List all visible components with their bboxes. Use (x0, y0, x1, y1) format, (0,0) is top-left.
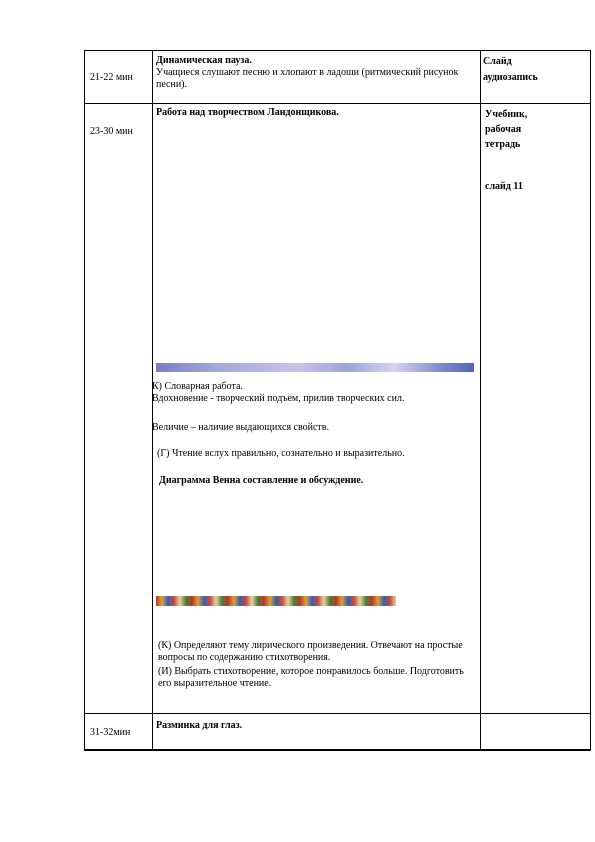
venn-diagram-task: Диаграмма Венна составление и обсуждение. (159, 475, 364, 486)
row2-resource-workbook-2: тетрадь (485, 139, 521, 150)
decorative-image-strip-1 (156, 363, 474, 372)
row2-time: 23-30 мин (90, 126, 133, 137)
row1-resource-audio: аудиозапись (483, 72, 538, 83)
table-top-border (84, 50, 591, 51)
column-divider-2 (480, 50, 481, 751)
task-choose-poem: (И) Выбрать стихотворение, которое понравилось больше. Подготовить его выразительное чтение. (158, 666, 464, 689)
task-define-theme: (К) Определяют тему лирического произведения. Отвечают на простые вопросы по содержанию стихотворения. (158, 640, 463, 663)
decorative-image-strip-2 (156, 596, 396, 606)
row1-text: Учащиеся слушают песню и хлопают в ладоши (ритмический рисунок песни). (156, 67, 459, 90)
table-bottom-border (84, 749, 591, 751)
row2-resource-slide: слайд 11 (485, 181, 523, 192)
vocab-greatness: Величие – наличие выдающихся свойств. (152, 422, 330, 433)
reading-task: (Г) Чтение вслух правильно, сознательно и выразительно. (157, 448, 405, 459)
row1-title: Динамическая пауза. (156, 55, 252, 66)
row3-title: Разминка для глаз. (156, 720, 243, 731)
table-right-border (590, 50, 591, 751)
row2-resource-workbook-1: рабочая (485, 124, 522, 135)
row3-time: 31-32мин (90, 727, 131, 738)
row-divider-1 (84, 103, 591, 104)
row1-time: 21-22 мин (90, 72, 133, 83)
row-divider-2 (84, 713, 591, 714)
row2-resource-textbook: Учебник, (485, 109, 528, 120)
vocab-inspiration: Вдохновение - творческий подъем, прилив творческих сил. (152, 393, 405, 404)
row1-resource-slide: Слайд (483, 56, 512, 67)
table-left-border (84, 50, 85, 751)
row2-title: Работа над творчеством Ландонщикова. (156, 107, 339, 118)
vocab-header: К) Словарная работа. (152, 381, 243, 392)
